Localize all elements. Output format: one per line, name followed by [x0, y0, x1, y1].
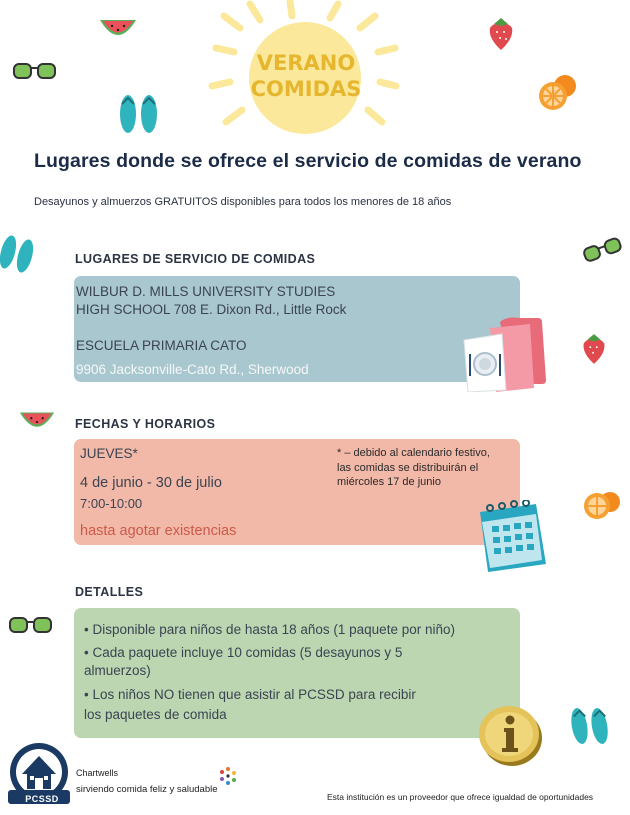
site1-line1: WILBUR D. MILLS UNIVERSITY STUDIES: [76, 284, 336, 299]
sun-title-line2: COMIDAS: [250, 77, 362, 101]
strawberry-right-icon: [580, 330, 608, 368]
orange-slice-icon: [537, 74, 577, 114]
pcssd-logo-text: PCSSD: [25, 794, 59, 804]
info-coin-icon: [476, 700, 546, 770]
orange-right-icon: [582, 488, 622, 522]
detail-bullet-3-line1: • Los niños NO tienen que asistir al PCSSD para recibir: [84, 687, 416, 702]
chartwells-tagline: sirviendo comida feliz y saludable: [76, 784, 218, 795]
page-title: Lugares donde se ofrece el servicio de comidas de verano: [34, 150, 582, 172]
holiday-note: [337, 446, 517, 490]
detail-bullet-1: • Disponible para niños de hasta 18 años (1 paquete por niño): [84, 622, 455, 637]
sunglasses-icon: [12, 60, 58, 82]
holiday-note-line1: * – debido al calendario festivo,: [337, 447, 490, 459]
chartwells-dots-icon: [218, 766, 238, 786]
flip-flops-icon: [116, 92, 162, 136]
watermelon-left-icon: [18, 408, 56, 436]
locations-heading: LUGARES DE SERVICIO DE COMIDAS: [75, 252, 316, 266]
sunglasses-left-icon: [8, 614, 54, 638]
site2-name: ESCUELA PRIMARIA CATO: [76, 338, 247, 353]
sunglasses-right-icon: [582, 234, 624, 266]
schedule-hours: 7:00-10:00: [80, 496, 143, 511]
flip-flops-bottom-icon: [568, 702, 612, 750]
watermelon-icon: [98, 16, 138, 44]
schedule-dates: 4 de junio - 30 de julio: [80, 475, 222, 491]
detail-bullet-3-line2: los paquetes de comida: [84, 707, 227, 722]
lunch-bag-icon: [460, 312, 550, 392]
site1-line2: HIGH SCHOOL 708 E. Dixon Rd., Little Rock: [76, 302, 347, 317]
flip-flops-left-icon: [0, 232, 38, 276]
schedule-heading: FECHAS Y HORARIOS: [75, 417, 216, 431]
holiday-note-line2: las comidas se distribuirán el: [337, 461, 479, 474]
sun-title-line1: VERANO: [256, 51, 356, 75]
chartwells-brand: Chartwells: [76, 768, 119, 778]
holiday-note-line3: miércoles 17 de junio: [337, 476, 441, 488]
details-heading: DETALLES: [75, 585, 144, 599]
page-subtitle: Desayunos y almuerzos GRATUITOS disponibles para todos los menores de 18 años: [34, 196, 452, 208]
calendar-icon: [470, 500, 550, 578]
schedule-limit: hasta agotar existencias: [80, 523, 237, 539]
equal-opportunity-statement: Esta institución es un proveedor que ofrece igualdad de oportunidades: [327, 792, 594, 802]
site2-address: 9906 Jacksonville-Cato Rd., Sherwood: [76, 362, 309, 377]
sun-title: [236, 50, 376, 102]
detail-bullet-2-line1: • Cada paquete incluye 10 comidas (5 desayunos y 5: [84, 645, 403, 660]
schedule-day: JUEVES*: [80, 446, 138, 461]
strawberry-icon: [486, 16, 516, 52]
detail-bullet-2-line2: almuerzos): [84, 663, 151, 678]
